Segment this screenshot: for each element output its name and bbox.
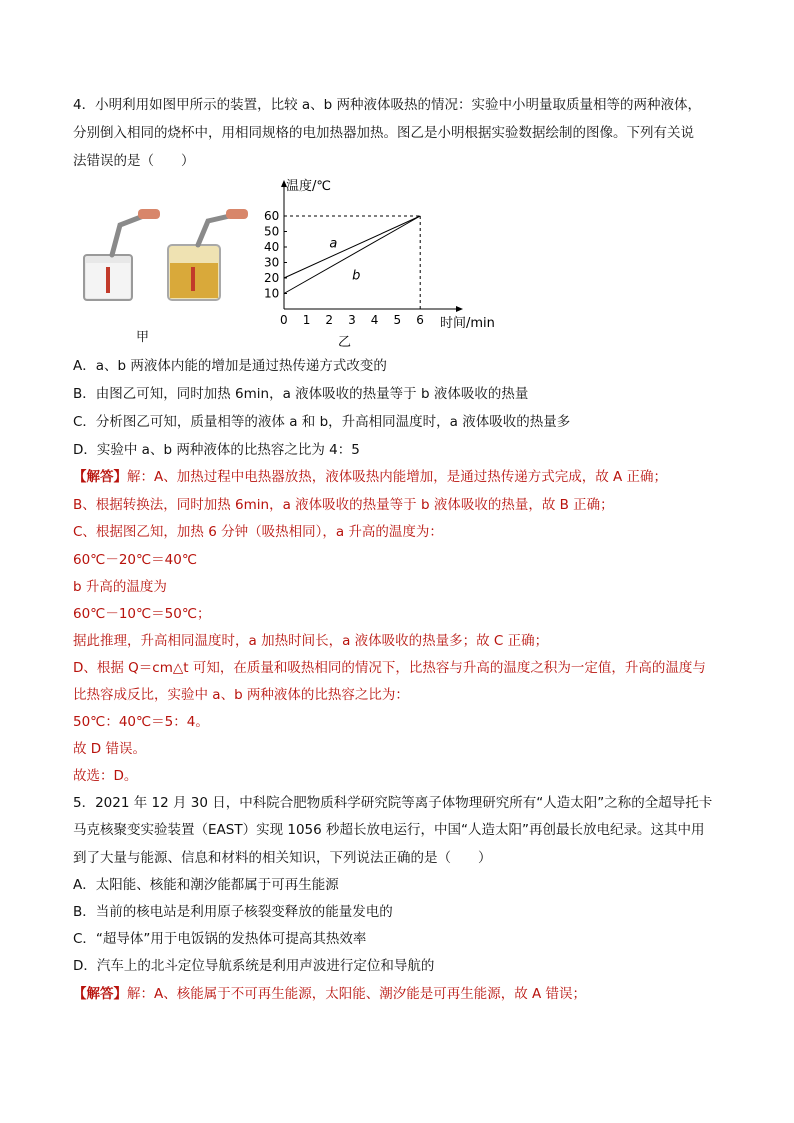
y-tick-label: 40 <box>264 240 280 254</box>
q4-answer-line: 故选：D。 <box>73 768 138 784</box>
x-tick-label: 4 <box>370 313 379 327</box>
q4-answer-line: b 升高的温度为 <box>73 579 167 595</box>
q4-answer-line: B、根据转换法，同时加热 6min，a 液体吸收的热量等于 b 液体吸收的热量，故 B 正确； <box>73 497 614 513</box>
beaker-right <box>168 209 248 300</box>
q4-answer-line <box>73 468 667 486</box>
series-label-a: a <box>329 236 338 252</box>
q4-answer-line: 据此推理，升高相同温度时，a 加热时间长，a 液体吸收的热量多；故 C 正确； <box>73 633 549 649</box>
q4-answer-line: 比热容成反比，实验中 a、b 两种液体的比热容之比为： <box>73 687 409 703</box>
q4-option-c: C．分析图乙可知，质量相等的液体 a 和 b，升高相同温度时，a 液体吸收的热量多 <box>73 414 571 430</box>
q5-stem-line-1: 5．2021 年 12 月 30 日，中科院合肥物质科学研究院等离子体物理研究所有“人造太阳”之称的全超导托卡 <box>73 795 713 811</box>
q4-answer-line: C、根据图乙知，加热 6 分钟（吸热相同），a 升高的温度为： <box>73 524 443 540</box>
x-tick-label: 2 <box>325 313 334 327</box>
q4-option-d: D．实验中 a、b 两种液体的比热容之比为 4：5 <box>73 442 360 458</box>
figure-label-jia: 甲 <box>136 330 150 345</box>
q4-answer-line: 60℃－10℃＝50℃； <box>73 606 211 622</box>
series-label-b: b <box>352 268 361 284</box>
q5-option-d: D．汽车上的北斗定位导航系统是利用声波进行定位和导航的 <box>73 958 435 974</box>
answer-text: 解：A、加热过程中电热器放热，液体吸热内能增加，是通过热传递方式完成，故 A 正确； <box>127 469 668 485</box>
y-tick-label: 60 <box>264 209 280 223</box>
q5-stem-line-2: 马克核聚变实验装置（EAST）实现 1056 秒超长放电运行，中国“人造太阳”再创最长放电纪录。这其中用 <box>73 822 705 838</box>
q4-answer-line: 故 D 错误。 <box>73 741 146 757</box>
answer-tag: 【解答】 <box>73 986 127 1002</box>
x-tick-label: 1 <box>302 313 311 327</box>
x-axis-label: 时间/min <box>440 316 495 331</box>
q5-stem-line-3: 到了大量与能源、信息和材料的相关知识，下列说法正确的是（ ） <box>73 850 492 866</box>
q4-stem-line-2: 分别倒入相同的烧杯中，用相同规格的电加热器加热。图乙是小明根据实验数据绘制的图像。下列有关说 <box>73 125 694 141</box>
temperature-time-chart <box>258 176 508 351</box>
x-tick-label: 3 <box>348 313 356 327</box>
answer-tag: 【解答】 <box>73 469 127 485</box>
apparatus-figure <box>76 205 276 315</box>
q5-option-b: B．当前的核电站是利用原子核裂变释放的能量发电的 <box>73 904 393 920</box>
x-tick-label: 0 <box>280 313 288 327</box>
x-axis-arrow <box>456 306 463 312</box>
y-tick-label: 30 <box>264 255 280 270</box>
q4-answer-line: 50℃：40℃＝5：4。 <box>73 714 209 730</box>
q4-answer-line: 60℃－20℃＝40℃ <box>73 552 198 568</box>
q4-answer-line: D、根据 Q＝cm△t 可知，在质量和吸热相同的情况下，比热容与升高的温度之积为一定值，升高的温度与 <box>73 660 706 676</box>
y-tick-label: 50 <box>264 224 280 239</box>
x-tick-label: 6 <box>416 313 424 327</box>
beaker-left <box>84 209 160 300</box>
q4-stem-line-1: 4．小明利用如图甲所示的装置，比较 a、b 两种液体吸热的情况：实验中小明量取质量相等的两种液体， <box>73 97 702 113</box>
q4-stem-line-3: 法错误的是（ ） <box>73 153 195 169</box>
y-tick-label: 20 <box>264 271 280 285</box>
q4-option-a: A．a、b 两液体内能的增加是通过热传递方式改变的 <box>73 358 387 374</box>
x-tick-label: 5 <box>393 313 402 327</box>
q5-option-c: C．“超导体”用于电饭锅的发热体可提高其热效率 <box>73 931 367 947</box>
y-tick-label: 10 <box>264 286 280 301</box>
q5-option-a: A．太阳能、核能和潮汐能都属于可再生能源 <box>73 877 339 893</box>
q4-option-b: B．由图乙可知，同时加热 6min，a 液体吸收的热量等于 b 液体吸收的热量 <box>73 386 529 402</box>
figure-label-yi: 乙 <box>338 335 352 350</box>
q5-answer-line <box>73 985 586 1003</box>
y-axis-label: 温度/℃ <box>286 179 331 194</box>
answer-text: 解：A、核能属于不可再生能源，太阳能、潮汐能是可再生能源，故 A 错误； <box>127 986 587 1002</box>
